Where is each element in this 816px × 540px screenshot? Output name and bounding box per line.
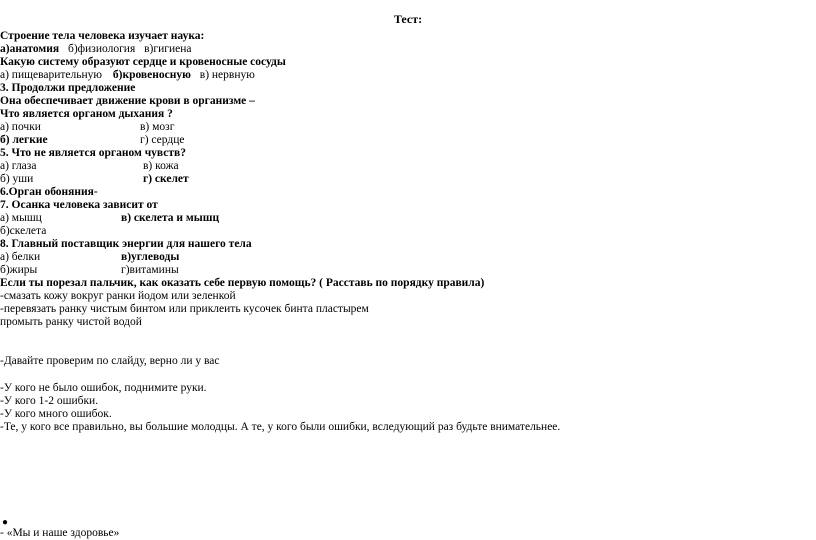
q1-option-a: а)анатомия <box>0 43 60 55</box>
q1-option-c: в)гигиена <box>144 43 192 55</box>
question-3: 3. Продолжи предложение <box>0 82 136 94</box>
q5-option-c: в) кожа <box>143 160 179 172</box>
answer-row-1 <box>0 43 191 56</box>
q8-option-a: а) белки <box>0 251 41 263</box>
page-title: Тест: <box>393 12 423 26</box>
question-8: 8. Главный поставщик энергии для нашего тела <box>0 238 252 250</box>
check-line-1: -У кого не было ошибок, поднимите руки. <box>0 382 207 394</box>
footer-line: - «Мы и наше здоровье» <box>0 527 120 539</box>
question-3-line: Она обеспечивает движение крови в организме – <box>0 95 255 107</box>
q5-option-a: а) глаза <box>0 160 37 172</box>
q9-step-2: -перевязать ранку чистым бинтом или приклеить кусочек бинта пластырем <box>0 303 369 315</box>
question-1: Строение тела человека изучает наука: <box>0 30 205 42</box>
q7-option-c: в) скелета и мышц <box>121 212 220 224</box>
q8-option-c: в)углеводы <box>121 251 180 263</box>
q4-option-b: б) легкие <box>0 134 48 146</box>
answer-row-2 <box>0 69 255 82</box>
q8-option-b: б)жиры <box>0 264 38 276</box>
bullet-icon: ● <box>2 517 9 528</box>
question-5: 5. Что не является органом чувств? <box>0 147 186 159</box>
q5-option-d: г) скелет <box>143 173 189 185</box>
question-6: 6.Орган обоняния- <box>0 186 98 198</box>
check-line-4: -Те, у кого все правильно, вы большие молодцы. А те, у кого были ошибки, вследующий раз будьте внимательнее. <box>0 421 561 433</box>
q9-step-3: промыть ранку чистой водой <box>0 316 142 328</box>
check-intro: -Давайте проверим по слайду, верно ли у вас <box>0 355 220 367</box>
check-line-3: -У кого много ошибок. <box>0 408 112 420</box>
q7-option-a: а) мышц <box>0 212 42 224</box>
question-2: Какую систему образуют сердце и кровеносные сосуды <box>0 56 286 68</box>
q5-option-b: б) уши <box>0 173 34 185</box>
question-4: Что является органом дыхания ? <box>0 108 173 120</box>
q2-option-b: б)кровеносную <box>112 69 191 81</box>
q2-option-c: в) нервную <box>199 69 255 81</box>
check-line-2: -У кого 1-2 ошибки. <box>0 395 99 407</box>
q1-option-b: б)физиология <box>68 43 136 55</box>
question-9: Если ты порезал пальчик, как оказать себе первую помощь? ( Расставь по порядку правила) <box>0 277 485 289</box>
q4-option-c: в) мозг <box>140 121 175 133</box>
q7-option-b: б)скелета <box>0 225 47 237</box>
q2-option-a: а) пищеварительную <box>0 69 102 81</box>
q9-step-1: -смазать кожу вокруг ранки йодом или зеленкой <box>0 290 236 302</box>
question-7: 7. Осанка человека зависит от <box>0 199 158 211</box>
q4-option-d: г) сердце <box>140 134 185 146</box>
q4-option-a: а) почки <box>0 121 41 133</box>
q8-option-d: г)витамины <box>121 264 179 276</box>
